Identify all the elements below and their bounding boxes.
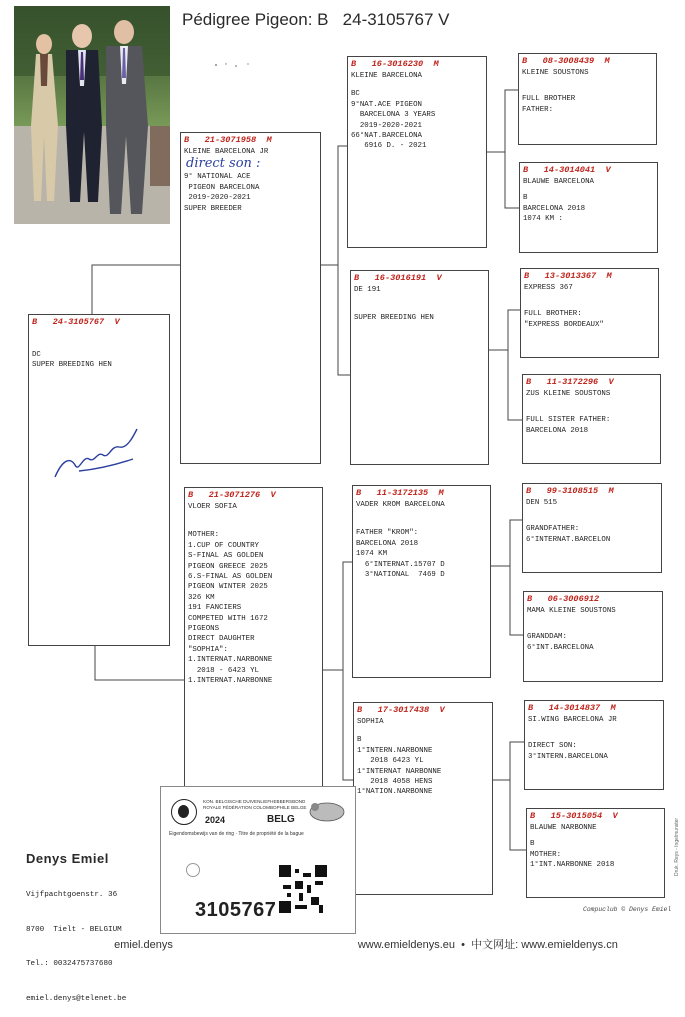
ring-number: B 06-3006912 — [527, 594, 600, 604]
pedigree-box-ddd — [526, 808, 665, 898]
ring-number-large: 3105767 — [195, 899, 277, 921]
pigeon-name: KLEINE SOUSTONS — [522, 69, 589, 77]
footer-email-fragment: emiel.denys — [114, 939, 173, 951]
pigeon-details: FULL BROTHER: "EXPRESS BORDEAUX" — [524, 310, 604, 329]
pigeon-name: DEN 515 — [526, 499, 558, 507]
ring-number: B 08-3008439 M — [522, 56, 610, 66]
pigeon-details: SUPER BREEDING HEN — [354, 314, 434, 323]
pigeon-details: 9° NATIONAL ACE PIGEON BARCELONA 2019-2020-2021 SUPER BREEDER — [184, 173, 260, 213]
pigeon-name: DE 191 — [354, 286, 381, 294]
owner-address — [26, 828, 126, 1017]
pigeon-name: SOPHIA — [357, 718, 384, 726]
pedigree-box-sdd — [522, 374, 661, 464]
pedigree-box-dam — [184, 487, 323, 817]
pedigree-box-dss — [522, 483, 662, 573]
ring-number: B 11-3172296 V — [526, 377, 614, 387]
ring-number: B 99-3108515 M — [526, 486, 614, 496]
ring-number: B 15-3015054 V — [530, 811, 618, 821]
pigeon-name: SI.WING BARCELONA JR — [528, 716, 617, 724]
pigeon-details: MOTHER: 1.CUP OF COUNTRY S-FINAL AS GOLDEN PIGEON GREECE 2025 6.S-FINAL AS GOLDEN PIGEON WINTER 2025 326 KM 191 FANCIERS COMPETED WITH 1672 PIGEONS DIRECT DAUGHTER "SOPHIA": 1.INTERNAT.NARBONNE 2018 - 6423 YL 1.INTERNAT.NARBONNE — [188, 531, 273, 686]
ring-number: B 14-3014837 M — [528, 703, 616, 713]
pigeon-name: KLEINE BARCELONA — [351, 72, 422, 80]
pedigree-box-dam-dam — [353, 702, 493, 895]
pedigree-box-dam-sire — [352, 485, 491, 678]
handwritten-signature — [49, 425, 139, 485]
pigeon-details: B BARCELONA 2018 1074 KM : — [523, 194, 586, 224]
ring-year: 2024 — [205, 815, 226, 825]
pigeon-emblem-icon — [307, 797, 347, 823]
pigeon-details: FULL BROTHER FATHER: — [522, 95, 576, 114]
ring-country: BELG — [267, 814, 295, 825]
ring-number: B 17-3017438 V — [357, 705, 445, 715]
pigeon-name: VADER KROM BARCELONA — [356, 501, 445, 509]
pedigree-box-sire-dam — [350, 270, 489, 465]
pigeon-name: ZUS KLEINE SOUSTONS — [526, 390, 611, 398]
pigeon-name: KLEINE BARCELONA JR — [184, 148, 269, 156]
page-title: Pédigree Pigeon: B 24-3105767 V — [182, 10, 450, 29]
federation-name-nl: KON. BELGISCHE DUIVENLIEFHEBBERSBOND — [203, 799, 306, 804]
owner-street: Vijfpachtgoenstr. 36 — [26, 891, 118, 899]
pigeon-details: DIRECT SON: 3°INTERN.BARCELONA — [528, 742, 608, 761]
pigeon-details: BC 9°NAT.ACE PIGEON BARCELONA 3 YEARS 2019-2020-2021 66°NAT.BARCELONA 6916 D. - 2021 — [351, 90, 436, 151]
pigeon-details: FULL SISTER FATHER: BARCELONA 2018 — [526, 416, 611, 435]
ring-number: B 24-3105767 V — [32, 317, 120, 327]
ring-ownership-card — [160, 786, 356, 934]
pedigree-box-dds — [524, 700, 664, 790]
owner-email: emiel.denys@telenet.be — [26, 994, 127, 1003]
pigeon-details: GRANDFATHER: 6°INTERNAT.BARCELON — [526, 525, 611, 544]
pedigree-box-ssd — [519, 162, 658, 253]
pedigree-box-sire-sire — [347, 56, 487, 248]
pedigree-box-sss — [518, 53, 657, 145]
ring-number: B 13-3013367 M — [524, 271, 612, 281]
pigeon-details: GRANDDAM: 6°INT.BARCELONA — [527, 633, 594, 652]
pigeon-name: BLAUWE NARBONNE — [530, 824, 597, 832]
pigeon-name: EXPRESS 367 — [524, 284, 573, 292]
pigeon-name: BLAUWE BARCELONA — [523, 178, 594, 186]
pigeon-name: VLOER SOFIA — [188, 503, 237, 511]
federation-logo-icon — [171, 799, 197, 825]
compuclub-credit: Compuclub © Denys Emiel — [583, 906, 672, 913]
ring-number: B 16-3016191 V — [354, 273, 442, 283]
ring-number: B 14-3014041 V — [523, 165, 611, 175]
pedigree-box-dsd — [523, 591, 663, 682]
qr-code-icon — [279, 865, 327, 913]
federation-name-fr: ROYALE FÉDÉRATION COLOMBOPHILE BELGE — [203, 805, 307, 810]
ownership-caption: Eigendomsbewijs van de ring · Titre de propriété de la bague — [169, 831, 304, 837]
pigeon-details: B 1°INTERN.NARBONNE 2018 6423 YL 1°INTERNAT NARBONNE 2018 4058 HENS 1°NATION.NARBONNE — [357, 736, 442, 797]
owner-name: Denys Emiel — [26, 851, 109, 866]
pigeon-details: DC SUPER BREEDING HEN — [32, 351, 112, 370]
pedigree-box-sire — [180, 132, 321, 464]
pigeon-name: MAMA KLEINE SOUSTONS — [527, 607, 616, 615]
footer-websites: www.emieldenys.eu • 中文网址: www.emieldenys.cn — [357, 939, 618, 951]
pedigree-box-subject — [28, 314, 170, 646]
pigeon-details: FATHER "KROM": BARCELONA 2018 1074 KM 6°INTERNAT.15707 D 3°NATIONAL 7469 D — [356, 529, 445, 580]
punch-hole — [186, 863, 200, 877]
owner-phone: Tel.: 0032475737680 — [26, 960, 113, 968]
ring-number: B 11-3172135 M — [356, 488, 444, 498]
printer-credit: Druk. Reys - Ingelmunster — [674, 817, 680, 876]
pedigree-box-sds — [520, 268, 659, 358]
pigeon-details: B MOTHER: 1°INT.NARBONNE 2018 — [530, 840, 615, 870]
handwritten-note: direct son : — [186, 156, 261, 172]
owner-city: 8700 Tielt - BELGIUM — [26, 925, 122, 934]
ring-number: B 16-3016230 M — [351, 59, 439, 69]
ring-number: B 21-3071276 V — [188, 490, 276, 500]
ring-number: B 21-3071958 M — [184, 135, 272, 145]
